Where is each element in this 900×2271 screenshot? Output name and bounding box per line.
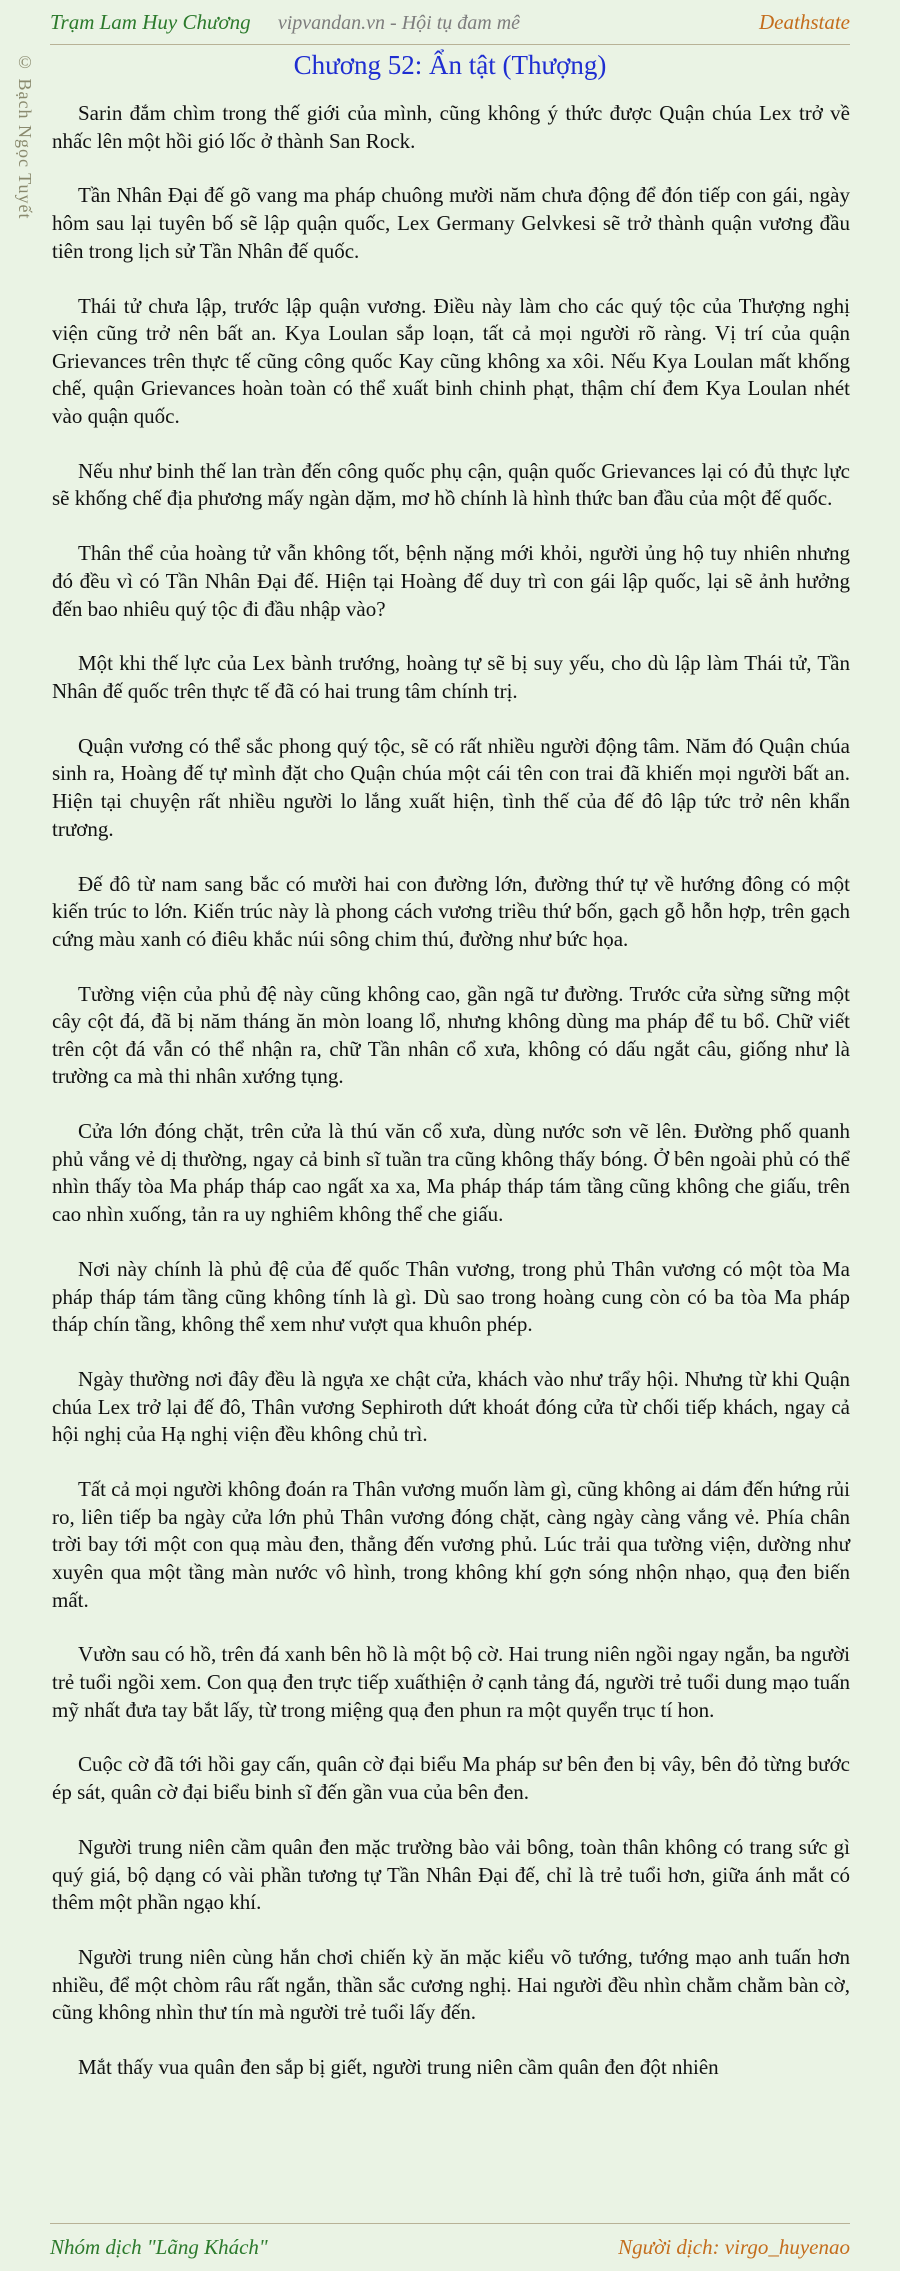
header-left [50,10,520,35]
page-footer [50,2223,850,2271]
paragraph: Nếu như binh thế lan tràn đến công quốc phụ cận, quận quốc Grievances lại có đủ thực lực sẽ khống chế địa phương mấy ngàn dặm, mơ hồ chính là hình thức ban đầu của một đế quốc. [52,458,850,511]
header-book-title: Deathstate [759,9,850,34]
chapter-body [52,100,850,2081]
chapter-title: Chương 52: Ẩn tật (Thượng) [293,50,607,80]
header-brand: Trạm Lam Huy Chương [50,9,251,34]
paragraph: Đế đô từ nam sang bắc có mười hai con đường lớn, đường thứ tự về hướng đông có một kiến trúc to lớn. Kiến trúc này là phong cách vương triều thứ bốn, gạch gỗ hỗn hợp, trên gạch cứng màu xanh có điêu khắc núi sông chim thú, đường như bức họa. [52,871,850,951]
paragraph: Người trung niên cùng hắn chơi chiến kỳ ăn mặc kiểu võ tướng, tướng mạo anh tuấn hơn nhiều, để một chòm râu rất ngắn, thần sắc cương nghị. Hai người đều nhìn chằm chằm bàn cờ, cũng không nhìn thư tín mà người trẻ tuổi lấy đến. [52,1945,850,2025]
paragraph: Cuộc cờ đã tới hồi gay cấn, quân cờ đại biểu Ma pháp sư bên đen bị vây, bên đỏ từng bước ép sát, quân cờ đại biểu binh sĩ đến gần vua của bên đen. [52,1752,850,1805]
paragraph: Tất cả mọi người không đoán ra Thân vương muốn làm gì, cũng không ai dám đến hứng rủi ro, liên tiếp ba ngày cửa lớn phủ Thân vương đóng chặt, càng ngày càng vắng vẻ. Phía chân trời bay tới một con quạ màu đen, thẳng đến vương phủ. Lúc trải qua tường viện, dường như xuyên qua một tầng màn nước vô hình, trong không khí gợn sóng nhộn nhạo, quạ đen biến mất. [52,1477,850,1612]
paragraph: Quận vương có thể sắc phong quý tộc, sẽ có rất nhiều người động tâm. Năm đó Quận chúa sinh ra, Hoàng đế tự mình đặt cho Quận chúa một cái tên con trai đã khiến mọi người bất an. Hiện tại chuyện rất nhiều người lo lắng xuất hiện, tình thế của đế đô lập tức trở nên khẩn trương. [52,733,850,841]
paragraph: Ngày thường nơi đây đều là ngựa xe chật cửa, khách vào như trẩy hội. Nhưng từ khi Quận chúa Lex trở lại đế đô, Thân vương Sephiroth dứt khoát đóng cửa từ chối tiếp khách, ngay cả hội nghị của Hạ nghị viện đều không chủ trì. [52,1367,850,1447]
paragraph: Thái tử chưa lập, trước lập quận vương. Điều này làm cho các quý tộc của Thượng nghị viện cũng trở nên bất an. Kya Loulan sắp loạn, tất cả mọi người rõ ràng. Vị trí của quận Grievances trên thực tế cũng công quốc Kay cũng không xa xôi. Nếu Kya Loulan mất khống chế, quận Grievances hoàn toàn có thể xuất binh chinh phạt, thậm chí đem Kya Loulan nhét vào quận quốc. [52,293,850,428]
paragraph: Sarin đắm chìm trong thế giới của mình, cũng không ý thức được Quận chúa Lex trở về nhấc lên một hồi gió lốc ở thành San Rock. [52,101,850,153]
paragraph: Mắt thấy vua quân đen sắp bị giết, người trung niên cầm quân đen đột nhiên [78,2055,719,2080]
paragraph: Tần Nhân Đại đế gõ vang ma pháp chuông mười năm chưa động để đón tiếp con gái, ngày hôm sau lại tuyên bố sẽ lập quận quốc, Lex Germany Gelvkesi sẽ trở thành quận vương đầu tiên trong lịch sử Tần Nhân đế quốc. [52,183,850,263]
paragraph: Nơi này chính là phủ đệ của đế quốc Thân vương, trong phủ Thân vương có một tòa Ma pháp tháp tám tầng cũng không tính là gì. Dù sao trong hoàng cung còn có ba tòa Ma pháp tháp chín tầng, không thể xem như vượt qua khuôn phép. [52,1256,850,1337]
header-site: vipvandan.vn - Hội tụ đam mê [277,11,521,34]
paragraph: Vườn sau có hồ, trên đá xanh bên hồ là một bộ cờ. Hai trung niên ngồi ngay ngắn, ba người trẻ tuổi ngồi xem. Con quạ đen trực tiếp xuấthiện ở cạnh tảng đá, người trẻ tuổi dung mạo tuấn mỹ nhất đưa tay bắt lấy, từ trong miệng quạ đen phun ra một quyển trục tí hon. [52,1642,850,1722]
paragraph: Người trung niên cầm quân đen mặc trường bào vải bông, toàn thân không có trang sức gì quý giá, bộ dạng có vài phần tương tự Tần Nhân Đại đế, chỉ là trẻ tuổi hơn, giữa ánh mắt có thêm một phần ngạo khí. [52,1834,850,1915]
paragraph: Tường viện của phủ đệ này cũng không cao, gần ngã tư đường. Trước cửa sừng sững một cây cột đá, đã bị năm tháng ăn mòn loang lổ, nhưng không dùng ma pháp để tu bổ. Chữ viết trên cột đá vẫn có thể nhận ra, chữ Tần nhân cổ xưa, không có dấu ngắt câu, giống như là trường ca mà thi nhân xướng tụng. [52,981,850,1089]
footer-translator: Người dịch: virgo_huyenao [618,2235,850,2259]
paragraph: Thân thể của hoàng tử vẫn không tốt, bệnh nặng mới khỏi, người ủng hộ tuy nhiên nhưng đó đều vì có Tần Nhân Đại đế. Hiện tại Hoàng đế duy trì con gái lập quốc, lại sẽ ảnh hưởng đến bao nhiêu quý tộc đi đầu nhập vào? [52,541,850,621]
paragraph: Một khi thế lực của Lex bành trướng, hoàng tự sẽ bị suy yếu, cho dù lập làm Thái tử, Tần Nhân đế quốc trên thực tế đã có hai trung tâm chính trị. [52,651,850,703]
side-copyright: © Bạch Ngọc Tuyết [15,52,35,220]
page-header [50,0,850,45]
paragraph: Cửa lớn đóng chặt, trên cửa là thú văn cổ xưa, dùng nước sơn vẽ lên. Đường phố quanh phủ vắng vẻ dị thường, ngay cả binh sĩ tuần tra cũng không thấy bóng. Ở bên ngoài phủ có thể nhìn thấy tòa Ma pháp tháp cao ngất xa xa, Ma pháp tháp tám tầng cũng không che giấu, trên cao nhìn xuống, tản ra uy nghiêm không thể che giấu. [52,1119,850,1227]
footer-group: Nhóm dịch "Lãng Khách" [50,2235,268,2259]
